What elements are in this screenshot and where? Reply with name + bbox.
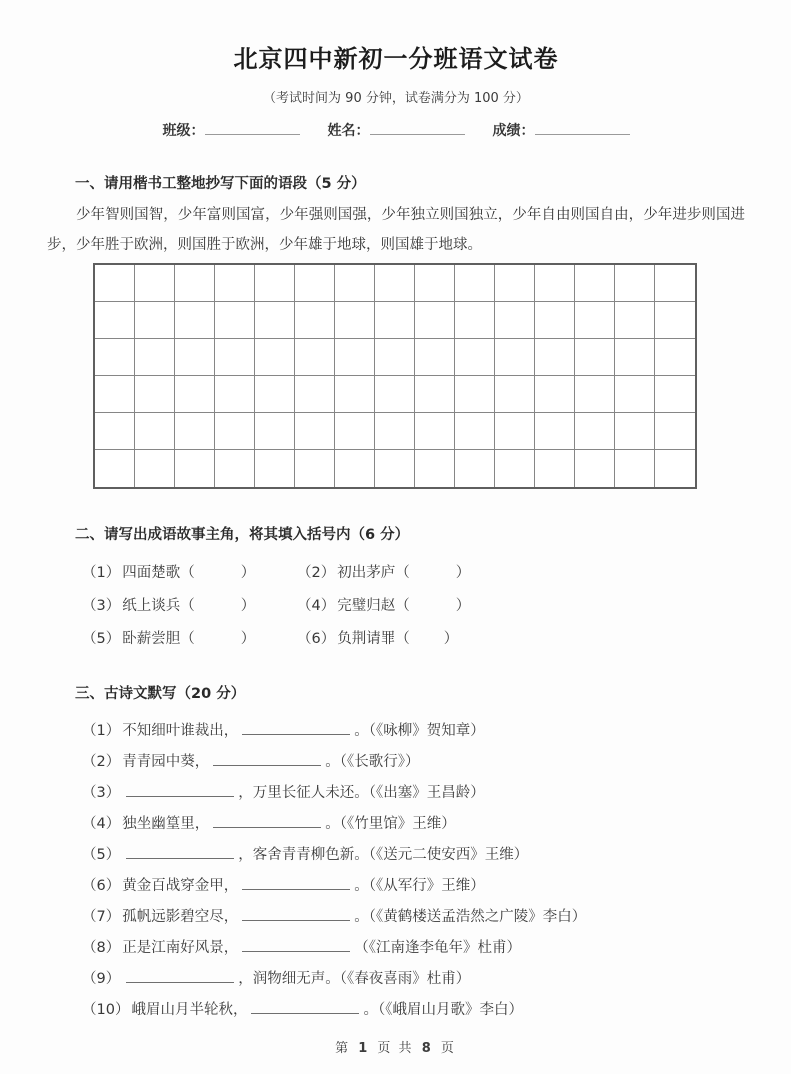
- grid-cell: [655, 450, 695, 487]
- grid-cell: [295, 339, 335, 376]
- grid-cell: [175, 339, 215, 376]
- grid-cell: [655, 376, 695, 413]
- answer-blank: [242, 938, 350, 952]
- answer-blank: [251, 1000, 359, 1014]
- grid-cell: [615, 450, 655, 487]
- section1-paragraph: 少年智则国智，少年富则国富，少年强则国强，少年独立则国独立，少年自由则国自由，少年进步则国进步，少年胜于欧洲，则国胜于欧洲，少年雄于地球，则国雄于地球。: [47, 207, 745, 253]
- idiom-text: 完璧归赵: [337, 598, 396, 614]
- grid-cell: [455, 339, 495, 376]
- idiom-text: 卧薪尝胆: [122, 631, 181, 647]
- verse-post: 。（《咏柳》贺知章）: [354, 723, 485, 739]
- grid-cell: [95, 302, 135, 339]
- idiom-item: [297, 557, 745, 590]
- dictation-item: [82, 840, 745, 871]
- page-footer: [0, 1037, 791, 1056]
- grid-cell: [655, 413, 695, 450]
- grid-cell: [575, 376, 615, 413]
- grid-cell: [655, 302, 695, 339]
- score-field: [493, 121, 630, 140]
- paren-close: ）: [455, 565, 471, 581]
- answer-blank: [242, 907, 350, 921]
- section1-heading: 一、请用楷书工整地抄写下面的语段（5 分）: [75, 176, 366, 192]
- class-blank-line: [205, 121, 300, 135]
- score-label: 成绩：: [492, 123, 535, 139]
- grid-cell: [175, 413, 215, 450]
- grid-cell: [295, 302, 335, 339]
- idiom-item: [297, 590, 745, 623]
- grid-cell: [375, 450, 415, 487]
- grid-cell: [375, 302, 415, 339]
- grid-cell: [495, 413, 535, 450]
- grid-cell: [255, 302, 295, 339]
- item-number: （3）: [82, 598, 121, 614]
- idiom-text: 纸上谈兵: [122, 598, 181, 614]
- grid-cell: [535, 265, 575, 302]
- grid-cell: [535, 339, 575, 376]
- grid-cell: [535, 302, 575, 339]
- dictation-item: [82, 809, 745, 840]
- footer-prefix: 第: [335, 1041, 351, 1056]
- grid-cell: [375, 376, 415, 413]
- writing-grid: [93, 263, 697, 489]
- grid-cell: [615, 265, 655, 302]
- grid-cell: [215, 413, 255, 450]
- grid-cell: [415, 265, 455, 302]
- verse-post: 。（《从军行》王维）: [354, 878, 485, 894]
- total-page-number: 8: [421, 1041, 433, 1056]
- answer-blank: [126, 969, 234, 983]
- dictation-item: [82, 747, 745, 778]
- paren-open: （: [180, 631, 195, 647]
- exam-subtitle: （考试时间为 90 分钟，试卷满分为 100 分）: [263, 91, 529, 106]
- idiom-item: [297, 623, 745, 656]
- grid-cell: [255, 413, 295, 450]
- verse-pre: 独坐幽篁里，: [122, 816, 210, 832]
- grid-cell: [455, 413, 495, 450]
- grid-cell: [135, 413, 175, 450]
- answer-blank: [126, 845, 234, 859]
- grid-cell: [295, 450, 335, 487]
- verse-pre: 青青园中葵，: [122, 754, 210, 770]
- grid-cell: [215, 450, 255, 487]
- grid-cell: [455, 376, 495, 413]
- grid-cell: [655, 265, 695, 302]
- grid-cell: [255, 376, 295, 413]
- grid-cell: [335, 339, 375, 376]
- grid-cell: [495, 376, 535, 413]
- grid-cell: [175, 302, 215, 339]
- grid-cell: [255, 339, 295, 376]
- grid-cell: [495, 339, 535, 376]
- verse-post: 。（《峨眉山月歌》李白）: [363, 1002, 523, 1018]
- grid-cell: [575, 450, 615, 487]
- grid-cell: [375, 339, 415, 376]
- grid-cell: [615, 302, 655, 339]
- verse-pre: 黄金百战穿金甲，: [122, 878, 239, 894]
- paren-close: ）: [240, 565, 256, 581]
- grid-cell: [255, 265, 295, 302]
- verse-post: （《江南逢李龟年》杜甫）: [354, 940, 521, 956]
- idiom-text: 四面楚歌: [122, 565, 181, 581]
- grid-cell: [375, 413, 415, 450]
- grid-cell: [135, 339, 175, 376]
- grid-cell: [655, 339, 695, 376]
- grid-cell: [495, 265, 535, 302]
- page-title: 北京四中新初一分班语文试卷: [233, 45, 559, 73]
- verse-post: 。（《长歌行》）: [325, 754, 420, 770]
- dictation-item: [82, 778, 745, 809]
- idiom-item: [82, 590, 297, 623]
- score-blank-line: [535, 121, 630, 135]
- footer-suffix: 页: [440, 1041, 456, 1056]
- grid-cell: [95, 339, 135, 376]
- item-number: （2）: [297, 565, 336, 581]
- grid-cell: [135, 376, 175, 413]
- paren-open: （: [395, 631, 410, 647]
- item-number: （6）: [82, 878, 121, 894]
- name-blank-line: [370, 121, 465, 135]
- paren-open: （: [180, 565, 195, 581]
- grid-cell: [495, 450, 535, 487]
- answer-blank: [242, 876, 350, 890]
- dictation-item: [82, 933, 745, 964]
- grid-cell: [495, 302, 535, 339]
- item-number: （9）: [82, 971, 121, 987]
- grid-cell: [575, 339, 615, 376]
- answer-blank: [126, 783, 234, 797]
- item-number: （3）: [82, 785, 121, 801]
- item-number: （10）: [82, 1002, 130, 1018]
- grid-cell: [335, 376, 375, 413]
- section3-items: [82, 716, 745, 1026]
- grid-cell: [135, 265, 175, 302]
- paren-close: ）: [240, 598, 256, 614]
- grid-cell: [535, 450, 575, 487]
- name-field: [328, 121, 465, 140]
- grid-cell: [535, 376, 575, 413]
- grid-cell: [95, 450, 135, 487]
- grid-cell: [335, 302, 375, 339]
- grid-cell: [95, 265, 135, 302]
- grid-cell: [175, 450, 215, 487]
- grid-cell: [295, 376, 335, 413]
- dictation-item: [82, 964, 745, 995]
- grid-cell: [335, 413, 375, 450]
- paren-open: （: [395, 565, 410, 581]
- paren-open: （: [180, 598, 195, 614]
- grid-cell: [215, 302, 255, 339]
- class-field: [163, 121, 300, 140]
- verse-pre: 孤帆远影碧空尽，: [122, 909, 239, 925]
- grid-cell: [215, 339, 255, 376]
- verse-pre: 峨眉山月半轮秋，: [131, 1002, 248, 1018]
- item-number: （5）: [82, 631, 121, 647]
- grid-cell: [375, 265, 415, 302]
- idiom-text: 负荆请罪: [337, 631, 396, 647]
- item-number: （5）: [82, 847, 121, 863]
- verse-post: ，万里长征人未还。（《出塞》王昌龄）: [238, 785, 485, 801]
- dictation-item: [82, 871, 745, 902]
- section3-heading: 三、古诗文默写（20 分）: [75, 686, 246, 702]
- verse-post: 。（《黄鹤楼送孟浩然之广陵》李白）: [354, 909, 587, 925]
- name-label: 姓名：: [327, 123, 370, 139]
- grid-cell: [175, 265, 215, 302]
- grid-cell: [95, 376, 135, 413]
- grid-cell: [295, 413, 335, 450]
- section2-heading: 二、请写出成语故事主角，将其填入括号内（6 分）: [75, 527, 410, 543]
- verse-post: ，客舍青青柳色新。（《送元二使安西》王维）: [238, 847, 529, 863]
- grid-cell: [335, 265, 375, 302]
- answer-blank: [213, 814, 321, 828]
- paren-close: ）: [240, 631, 256, 647]
- dictation-item: [82, 995, 745, 1026]
- grid-cell: [415, 302, 455, 339]
- grid-cell: [415, 376, 455, 413]
- verse-pre: 不知细叶谁裁出，: [122, 723, 239, 739]
- item-number: （4）: [297, 598, 336, 614]
- grid-cell: [215, 265, 255, 302]
- grid-cell: [615, 376, 655, 413]
- grid-cell: [135, 450, 175, 487]
- grid-cell: [455, 302, 495, 339]
- header-fields: [47, 121, 745, 140]
- section2-items: [82, 557, 745, 656]
- verse-post: ，润物细无声。（《春夜喜雨》杜甫）: [238, 971, 471, 987]
- grid-cell: [255, 450, 295, 487]
- grid-cell: [295, 265, 335, 302]
- class-label: 班级：: [162, 123, 205, 139]
- grid-cell: [615, 339, 655, 376]
- grid-cell: [415, 339, 455, 376]
- grid-cell: [455, 450, 495, 487]
- item-number: （1）: [82, 723, 121, 739]
- footer-middle: 页 共: [377, 1041, 414, 1056]
- current-page-number: 1: [358, 1041, 370, 1056]
- grid-cell: [415, 450, 455, 487]
- grid-cell: [535, 413, 575, 450]
- verse-post: 。（《竹里馆》王维）: [325, 816, 456, 832]
- paren-open: （: [395, 598, 410, 614]
- item-number: （7）: [82, 909, 121, 925]
- item-number: （6）: [297, 631, 336, 647]
- idiom-text: 初出茅庐: [337, 565, 396, 581]
- item-number: （1）: [82, 565, 121, 581]
- grid-cell: [175, 376, 215, 413]
- dictation-item: [82, 902, 745, 933]
- item-number: （4）: [82, 816, 121, 832]
- grid-cell: [135, 302, 175, 339]
- grid-cell: [615, 413, 655, 450]
- verse-pre: 正是江南好风景，: [122, 940, 239, 956]
- grid-cell: [215, 376, 255, 413]
- grid-cell: [335, 450, 375, 487]
- item-number: （8）: [82, 940, 121, 956]
- idiom-item: [82, 557, 297, 590]
- grid-cell: [415, 413, 455, 450]
- grid-cell: [95, 413, 135, 450]
- grid-cell: [575, 302, 615, 339]
- grid-cell: [575, 265, 615, 302]
- item-number: （2）: [82, 754, 121, 770]
- answer-blank: [213, 752, 321, 766]
- paren-close: ）: [443, 631, 459, 647]
- grid-cell: [455, 265, 495, 302]
- dictation-item: [82, 716, 745, 747]
- answer-blank: [242, 721, 350, 735]
- grid-cell: [575, 413, 615, 450]
- paren-close: ）: [455, 598, 471, 614]
- idiom-item: [82, 623, 297, 656]
